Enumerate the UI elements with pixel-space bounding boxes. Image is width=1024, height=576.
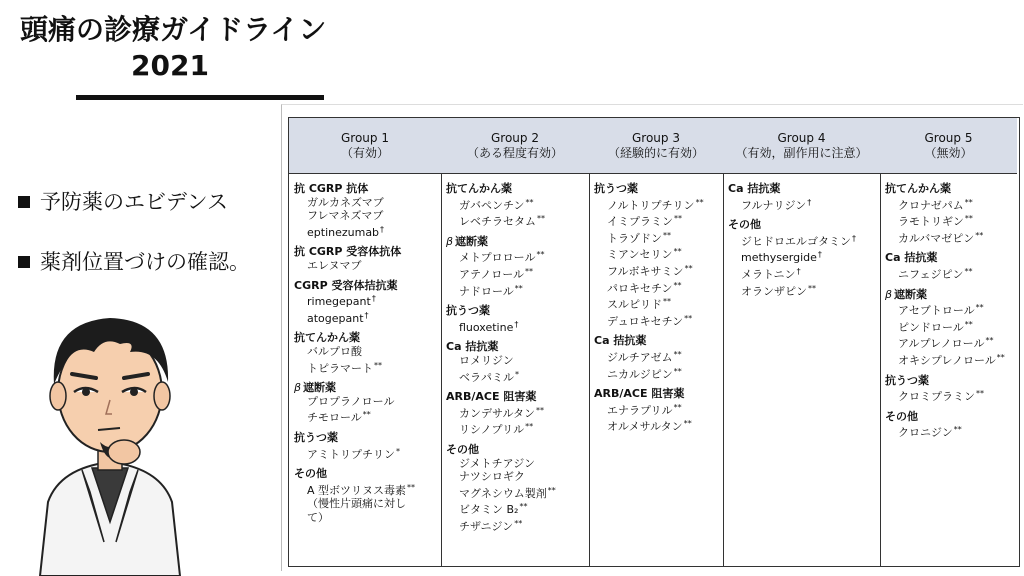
drug-class-text: 遮断薬 bbox=[455, 234, 489, 248]
drug-item bbox=[594, 279, 723, 296]
evidence-mark: ** bbox=[547, 485, 556, 495]
evidence-mark: ** bbox=[673, 247, 682, 257]
evidence-mark: ** bbox=[683, 419, 692, 429]
drug-item bbox=[446, 265, 589, 282]
table-column-group-4 bbox=[723, 118, 881, 566]
evidence-mark: † bbox=[807, 197, 812, 207]
drug-item bbox=[446, 404, 589, 421]
bullet-list bbox=[18, 188, 250, 308]
drug-name: エナラプリル bbox=[607, 403, 673, 417]
drug-item bbox=[594, 365, 723, 382]
drug-item bbox=[446, 196, 589, 213]
drug-class-label bbox=[446, 340, 589, 354]
evidence-mark: † bbox=[380, 224, 385, 234]
drug-class-label bbox=[446, 182, 589, 196]
drug-name: イミプラミン bbox=[607, 215, 673, 229]
drug-name: フルナリジン bbox=[741, 198, 807, 212]
drug-name: rimegepant bbox=[307, 295, 371, 309]
column-header bbox=[441, 118, 589, 174]
evidence-mark: * bbox=[396, 446, 400, 456]
evidence-mark: ** bbox=[673, 402, 682, 412]
evidence-mark: † bbox=[817, 250, 822, 260]
drug-class-text: CGRP 受容体拮抗薬 bbox=[294, 278, 398, 292]
drug-class-text: 遮断薬 bbox=[303, 381, 337, 395]
drug-name: ニフェジピン bbox=[898, 267, 964, 281]
evidence-mark: ** bbox=[975, 230, 984, 240]
title-line-1: 頭痛の診療ガイドライン bbox=[20, 13, 327, 46]
drug-name: ガバペンチン bbox=[459, 198, 525, 212]
drug-name: スルピリド bbox=[607, 298, 662, 312]
evidence-mark: ** bbox=[663, 230, 671, 240]
drug-name: ジメトチアジン bbox=[459, 456, 535, 470]
drug-class-text: その他 bbox=[885, 409, 918, 423]
drug-class-group bbox=[446, 340, 589, 384]
drug-class-label bbox=[885, 374, 1017, 388]
drug-item bbox=[594, 196, 723, 213]
drug-name: ガルカネズマブ bbox=[307, 195, 384, 209]
drug-class-group bbox=[294, 467, 441, 524]
table-column-group-2 bbox=[441, 118, 590, 566]
title-line-2: 2021 bbox=[131, 49, 209, 82]
evidence-mark: ** bbox=[407, 482, 416, 492]
evidence-table-figure bbox=[281, 104, 1023, 571]
drug-name: エレヌマブ bbox=[307, 258, 362, 272]
drug-name: fluoxetine bbox=[459, 320, 514, 334]
evidence-mark: ** bbox=[695, 197, 704, 207]
column-header bbox=[589, 118, 723, 174]
square-bullet-icon bbox=[18, 196, 30, 208]
drug-class-group bbox=[885, 410, 1017, 440]
evidence-mark: * bbox=[515, 369, 519, 379]
evidence-table bbox=[288, 117, 1020, 567]
column-header-title: Group 4 bbox=[777, 130, 826, 145]
evidence-mark: ** bbox=[964, 266, 973, 276]
drug-item bbox=[728, 265, 880, 282]
drug-item bbox=[446, 517, 589, 534]
drug-class-group bbox=[885, 182, 1017, 245]
drug-name: トラゾドン bbox=[607, 231, 662, 245]
bullet-text: 薬剤位置づけの確認。 bbox=[40, 250, 250, 274]
drug-item bbox=[446, 500, 589, 517]
drug-class-group bbox=[728, 218, 880, 298]
evidence-mark: ** bbox=[964, 319, 973, 329]
drug-class-group bbox=[294, 245, 441, 272]
drug-item bbox=[885, 318, 1017, 335]
drug-item bbox=[294, 445, 441, 462]
drug-class-text: ARB/ACE 阻害薬 bbox=[446, 390, 537, 404]
evidence-mark: † bbox=[364, 310, 369, 320]
drug-name: レベチラセタム bbox=[459, 215, 536, 229]
drug-class-text: 遮断薬 bbox=[894, 287, 928, 301]
drug-name: ビタミン B₂ bbox=[459, 503, 519, 517]
drug-class-group bbox=[446, 182, 589, 229]
drug-name: リシノプリル bbox=[459, 423, 525, 437]
drug-item bbox=[294, 259, 441, 273]
drug-class-label bbox=[446, 304, 589, 318]
drug-class-label bbox=[294, 431, 441, 445]
drug-class-text: 抗 CGRP 抗体 bbox=[294, 182, 369, 195]
drug-name: オキシプレノロール bbox=[898, 353, 996, 367]
drug-item bbox=[594, 417, 723, 434]
drug-class-text: その他 bbox=[294, 467, 327, 481]
column-header-title: Group 3 bbox=[632, 130, 680, 145]
bullet-item bbox=[18, 188, 250, 216]
drug-name: クロミプラミン bbox=[898, 390, 975, 404]
evidence-mark: ** bbox=[525, 266, 534, 276]
drug-class-label bbox=[885, 251, 1017, 265]
evidence-mark: ** bbox=[514, 518, 523, 528]
drug-class-group bbox=[446, 304, 589, 334]
drug-item bbox=[728, 232, 880, 249]
drug-name: パロキセチン bbox=[607, 281, 673, 295]
drug-name: ニカルジピン bbox=[607, 367, 673, 381]
drug-class-text: 抗うつ薬 bbox=[885, 373, 929, 387]
drug-item bbox=[885, 387, 1017, 404]
drug-class-group bbox=[446, 235, 589, 298]
drug-class-label bbox=[594, 387, 723, 401]
drug-name: ミアンセリン bbox=[607, 248, 673, 262]
drug-item bbox=[594, 295, 723, 312]
evidence-mark: ** bbox=[673, 366, 682, 376]
drug-name: フレマネズマブ bbox=[307, 209, 384, 223]
drug-item bbox=[594, 229, 723, 246]
drug-class-label bbox=[728, 218, 880, 232]
drug-class-group bbox=[594, 334, 723, 381]
drug-name: プロプラノロール bbox=[307, 394, 395, 408]
drug-item bbox=[446, 470, 589, 484]
evidence-mark: ** bbox=[976, 389, 984, 399]
evidence-mark: ** bbox=[536, 405, 545, 415]
evidence-mark: ** bbox=[673, 280, 682, 290]
drug-class-group bbox=[446, 390, 589, 437]
drug-name: メラトニン bbox=[741, 267, 796, 281]
drug-name: ナドロール bbox=[459, 284, 514, 298]
bullet-text: 予防薬のエビデンス bbox=[40, 190, 228, 214]
drug-class-text: 抗うつ薬 bbox=[594, 182, 638, 195]
evidence-mark: ** bbox=[374, 360, 382, 370]
greek-prefix: β bbox=[885, 287, 893, 301]
evidence-mark: ** bbox=[964, 197, 973, 207]
greek-prefix: β bbox=[446, 234, 454, 248]
table-column-group-3 bbox=[589, 118, 724, 566]
drug-class-label bbox=[728, 182, 880, 196]
drug-class-label bbox=[294, 331, 441, 345]
column-header-subtitle: （無効） bbox=[924, 145, 973, 160]
drug-item bbox=[594, 245, 723, 262]
drug-item bbox=[294, 359, 441, 376]
drug-item bbox=[885, 423, 1017, 440]
drug-name: ロメリジン bbox=[459, 353, 514, 367]
drug-class-label bbox=[294, 381, 441, 395]
drug-item bbox=[446, 282, 589, 299]
doctor-avatar-icon bbox=[20, 292, 200, 576]
drug-class-group bbox=[294, 331, 441, 375]
evidence-mark: ** bbox=[362, 410, 371, 420]
drug-name: eptinezumab bbox=[307, 225, 380, 239]
drug-item bbox=[446, 318, 589, 335]
evidence-mark: ** bbox=[975, 303, 984, 313]
drug-item bbox=[294, 309, 441, 326]
column-header-title: Group 5 bbox=[924, 130, 973, 145]
drug-item bbox=[446, 248, 589, 265]
drug-class-text: 抗うつ薬 bbox=[446, 304, 490, 318]
drug-item bbox=[728, 282, 880, 299]
drug-item bbox=[594, 348, 723, 365]
drug-item bbox=[294, 511, 441, 525]
drug-item bbox=[446, 457, 589, 471]
drug-name: メトプロロール bbox=[459, 251, 536, 265]
evidence-mark: ** bbox=[536, 250, 545, 260]
evidence-mark: ** bbox=[519, 502, 528, 512]
drug-class-group bbox=[885, 374, 1017, 404]
table-column-group-1 bbox=[289, 118, 442, 566]
drug-item bbox=[885, 351, 1017, 368]
drug-class-label bbox=[294, 467, 441, 481]
evidence-mark: ** bbox=[663, 297, 671, 307]
drug-item bbox=[446, 354, 589, 368]
drug-item bbox=[294, 497, 441, 511]
drug-item bbox=[294, 292, 441, 309]
drug-item bbox=[446, 212, 589, 229]
evidence-mark: ** bbox=[673, 349, 682, 359]
drug-name: クロナゼパム bbox=[898, 198, 964, 212]
evidence-mark: ** bbox=[525, 422, 534, 432]
drug-name: バルプロ酸 bbox=[307, 344, 362, 358]
drug-name: ノルトリプチリン bbox=[607, 198, 695, 212]
evidence-mark: ** bbox=[525, 197, 534, 207]
drug-name: （慢性片頭痛に対し bbox=[307, 497, 406, 511]
drug-class-text: 抗てんかん薬 bbox=[885, 182, 951, 195]
drug-name: チザニジン bbox=[459, 519, 514, 533]
drug-name: アルプレノロール bbox=[898, 337, 985, 351]
drug-name: ジヒドロエルゴタミン bbox=[741, 234, 851, 248]
greek-prefix: β bbox=[294, 381, 302, 395]
drug-name: アミトリプチリン bbox=[307, 447, 395, 461]
drug-name: て） bbox=[307, 510, 329, 524]
column-body bbox=[441, 174, 589, 533]
drug-class-label bbox=[885, 288, 1017, 302]
drug-class-text: Ca 拮抗薬 bbox=[885, 251, 938, 265]
drug-item bbox=[594, 312, 723, 329]
drug-class-text: 抗てんかん薬 bbox=[294, 331, 360, 345]
bullet-item bbox=[18, 248, 250, 276]
evidence-mark: † bbox=[796, 266, 801, 276]
drug-class-group bbox=[728, 182, 880, 212]
drug-class-group bbox=[885, 288, 1017, 368]
drug-item bbox=[594, 262, 723, 279]
drug-item bbox=[446, 420, 589, 437]
drug-item bbox=[294, 481, 441, 498]
column-body bbox=[589, 174, 723, 434]
drug-item bbox=[885, 301, 1017, 318]
drug-class-group bbox=[594, 182, 723, 328]
drug-item bbox=[885, 229, 1017, 246]
drug-class-label bbox=[446, 235, 589, 249]
drug-class-group bbox=[446, 443, 589, 534]
column-body bbox=[289, 174, 441, 524]
evidence-mark: † bbox=[852, 233, 856, 243]
drug-item bbox=[885, 265, 1017, 282]
drug-item bbox=[294, 223, 441, 240]
drug-class-text: 抗てんかん薬 bbox=[446, 182, 512, 195]
drug-class-label bbox=[446, 390, 589, 404]
drug-name: チモロール bbox=[307, 411, 362, 425]
drug-item bbox=[885, 334, 1017, 351]
column-body bbox=[880, 174, 1017, 440]
drug-class-group bbox=[294, 279, 441, 326]
evidence-mark: ** bbox=[964, 214, 973, 224]
drug-class-text: 抗 CGRP 受容体抗体 bbox=[294, 245, 402, 259]
drug-class-label bbox=[594, 334, 723, 348]
drug-name: トピラマート bbox=[307, 361, 373, 375]
evidence-mark: ** bbox=[953, 425, 962, 435]
drug-name: オランザピン bbox=[741, 284, 807, 298]
column-header-subtitle: （有効） bbox=[340, 145, 389, 160]
drug-name: クロニジン bbox=[898, 426, 953, 440]
column-header-subtitle: （ある程度有効） bbox=[466, 145, 563, 160]
column-header bbox=[880, 118, 1017, 174]
drug-name: カンデサルタン bbox=[459, 406, 536, 420]
evidence-mark: ** bbox=[684, 313, 693, 323]
drug-name: A 型ボツリヌス毒素 bbox=[307, 483, 407, 497]
drug-class-text: Ca 拮抗薬 bbox=[446, 340, 499, 354]
drug-name: マグネシウム製剤 bbox=[459, 486, 547, 500]
drug-name: ベラパミル bbox=[459, 370, 514, 384]
drug-item bbox=[294, 395, 441, 409]
drug-class-label bbox=[446, 443, 589, 457]
table-column-group-5 bbox=[880, 118, 1017, 566]
column-header-subtitle: （経験的に有効） bbox=[607, 145, 704, 160]
column-header bbox=[289, 118, 441, 174]
drug-item bbox=[728, 248, 880, 265]
drug-class-text: Ca 拮抗薬 bbox=[594, 334, 647, 348]
drug-class-group bbox=[294, 182, 441, 239]
drug-item bbox=[885, 212, 1017, 229]
drug-name: アテノロール bbox=[459, 267, 525, 281]
evidence-mark: ** bbox=[674, 214, 682, 224]
drug-class-label bbox=[294, 245, 441, 259]
drug-class-text: Ca 拮抗薬 bbox=[728, 182, 781, 195]
drug-item bbox=[728, 196, 880, 213]
drug-class-text: その他 bbox=[446, 442, 479, 456]
column-header-title: Group 1 bbox=[341, 130, 389, 145]
drug-class-group bbox=[294, 431, 441, 461]
evidence-mark: ** bbox=[684, 263, 693, 273]
column-header-title: Group 2 bbox=[491, 130, 539, 145]
drug-class-group bbox=[594, 387, 723, 434]
column-body bbox=[723, 174, 880, 298]
drug-class-text: 抗うつ薬 bbox=[294, 430, 338, 444]
drug-class-label bbox=[885, 182, 1017, 196]
drug-name: ピンドロール bbox=[898, 320, 964, 334]
drug-name: ラモトリギン bbox=[898, 215, 964, 229]
drug-item bbox=[885, 196, 1017, 213]
evidence-mark: † bbox=[371, 294, 376, 304]
drug-name: ナツシロギク bbox=[459, 470, 525, 484]
drug-class-group bbox=[885, 251, 1017, 281]
drug-class-group bbox=[294, 381, 441, 425]
evidence-mark: ** bbox=[808, 283, 816, 293]
drug-class-label bbox=[294, 279, 441, 293]
drug-class-text: ARB/ACE 阻害薬 bbox=[594, 387, 685, 401]
drug-item bbox=[594, 401, 723, 418]
drug-class-text: その他 bbox=[728, 218, 761, 232]
evidence-mark: † bbox=[514, 319, 519, 329]
column-header bbox=[723, 118, 880, 174]
drug-class-label bbox=[885, 410, 1017, 424]
square-bullet-icon bbox=[18, 256, 30, 268]
evidence-mark: ** bbox=[537, 214, 545, 224]
evidence-mark: ** bbox=[514, 283, 523, 293]
drug-name: デュロキセチン bbox=[607, 314, 684, 328]
drug-item bbox=[446, 368, 589, 385]
drug-item bbox=[294, 345, 441, 359]
drug-name: atogepant bbox=[307, 311, 364, 325]
column-header-subtitle: （有効，副作用に注意） bbox=[735, 145, 868, 160]
drug-item bbox=[594, 212, 723, 229]
title-underline bbox=[76, 95, 324, 100]
drug-class-label bbox=[294, 182, 441, 196]
drug-item bbox=[294, 196, 441, 210]
drug-name: methysergide bbox=[741, 251, 817, 265]
drug-item bbox=[294, 408, 441, 425]
drug-item bbox=[446, 484, 589, 501]
drug-class-label bbox=[594, 182, 723, 196]
drug-name: ジルチアゼム bbox=[607, 350, 673, 364]
evidence-mark: ** bbox=[996, 352, 1005, 362]
drug-item bbox=[294, 209, 441, 223]
drug-name: アセブトロール bbox=[898, 304, 975, 318]
drug-name: オルメサルタン bbox=[607, 420, 683, 434]
evidence-mark: ** bbox=[985, 336, 994, 346]
drug-name: フルボキサミン bbox=[607, 264, 684, 278]
slide-title bbox=[20, 12, 400, 84]
drug-name: カルバマゼピン bbox=[898, 231, 975, 245]
